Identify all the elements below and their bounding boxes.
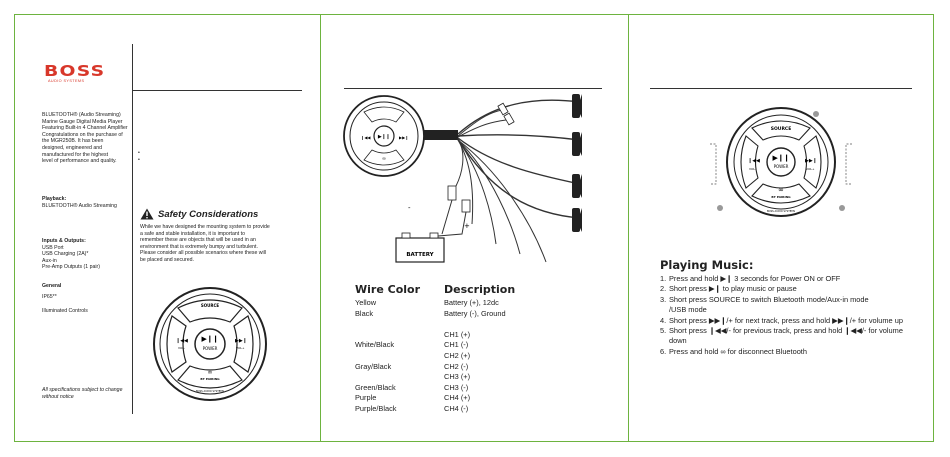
table-row: Gray/Black: [355, 361, 392, 371]
panel-divider-2: [628, 14, 629, 442]
table-cell: Battery (+), 12dc: [444, 298, 499, 307]
list-item: 3. Short press SOURCE to switch Bluetooth mode/Aux-in mode: [660, 294, 869, 304]
svg-text:▶❙❙: ▶❙❙: [201, 335, 219, 343]
left-column-rule: [132, 44, 133, 414]
wire-color-column: [355, 298, 441, 415]
svg-text:VOL-: VOL-: [749, 167, 757, 171]
wiring-diagram: [342, 94, 604, 266]
general-section: General: [42, 283, 62, 289]
panel-divider-1: [320, 14, 321, 442]
svg-text:SOURCE: SOURCE: [200, 303, 220, 308]
right-top-rule: [650, 88, 912, 89]
description-column: [444, 298, 564, 415]
svg-text:SOURCE: SOURCE: [770, 127, 792, 132]
svg-text:∞: ∞: [207, 369, 213, 376]
description-header: Description: [444, 283, 516, 296]
svg-text:BT PAIRING: BT PAIRING: [771, 195, 791, 199]
playing-music-title: Playing Music:: [660, 258, 754, 272]
svg-text:▶▶❙: ▶▶❙: [235, 338, 247, 344]
footnote: All specifications subject to change without notice: [42, 387, 123, 400]
list-item: 2. Short press ▶❙ to play music or pause: [660, 284, 797, 294]
list-item: 1. Press and hold ▶❙ 3 seconds for Power ON or OFF: [660, 274, 841, 283]
table-cell: CH4 (+): [444, 393, 471, 403]
table-cell: CH2 (+): [444, 350, 471, 360]
table-cell: CH2 (-): [444, 361, 469, 371]
svg-text:∞: ∞: [381, 156, 387, 162]
table-row: Black: [355, 308, 374, 318]
list-item: 4. Short press ▶▶❙/+ for next track, press and hold ▶▶❙/+ for volume up: [660, 315, 903, 325]
general-item-illuminated: Illuminated Controls: [42, 308, 88, 314]
boss-logo: BOSS AUDIO SYSTEMS: [44, 62, 106, 83]
svg-text:BATTERY: BATTERY: [406, 252, 434, 258]
playback-section: Playback: BLUETOOTH® Audio Streaming: [42, 196, 117, 209]
svg-text:VOL-: VOL-: [178, 346, 186, 350]
svg-text:❙◀◀: ❙◀◀: [748, 158, 760, 164]
svg-text:▶▶❙: ▶▶❙: [399, 135, 409, 140]
table-row: Green/Black: [355, 382, 396, 392]
svg-text:▶❙❙: ▶❙❙: [377, 134, 391, 140]
svg-text:POWER: POWER: [773, 164, 789, 169]
svg-text:-: -: [408, 204, 411, 212]
table-row: Purple/Black: [355, 403, 397, 413]
intro-text: BLUETOOTH® (Audio Streaming) Marine Gauge Digital Media Player Featuring Built-in 4 Channel Amplifier Congratulations on the purchase of the MGR250B. It has been designed, engineered and manufactured for the highest level of performance and quality.: [42, 112, 128, 165]
svg-text:VOL+: VOL+: [236, 346, 245, 350]
svg-text:+: +: [464, 222, 470, 230]
middle-top-rule: [344, 88, 602, 89]
svg-text:❙◀◀: ❙◀◀: [361, 135, 371, 140]
general-item-ip: IP65**: [42, 294, 57, 300]
table-cell: CH1 (-): [444, 340, 469, 350]
inputs-section: Inputs & Outputs: USB Port USB Charging (2A)* Aux-in Pre-Amp Outputs (1 pair): [42, 238, 100, 271]
playing-music-steps: 1. Press and hold ▶❙ 3 seconds for Power ON or OFF 2. Short press ▶❙ to play music or pause 3. Short press SOURCE to switch Bluetooth mode/Aux-in mode /USB mode 4. Short press ▶▶❙/+ for next track, press and hold ▶▶❙/+ for volume up 5. Short press ❙◀◀/- for previous track, press and hold ❙◀◀/- for volume down 6. Press and hold ∞ for disconnect Bluetooth: [660, 274, 920, 357]
list-item: 6. Press and hold ∞ for disconnect Bluetooth: [660, 346, 807, 356]
svg-text:BT PAIRING: BT PAIRING: [200, 377, 220, 381]
svg-text:BOSS AUDIO SYSTEMS: BOSS AUDIO SYSTEMS: [195, 390, 225, 393]
table-row: Purple: [355, 393, 377, 403]
safety-heading: Safety Considerations: [140, 208, 258, 220]
table-cell: CH3 (+): [444, 372, 471, 382]
svg-text:BOSS AUDIO SYSTEMS: BOSS AUDIO SYSTEMS: [766, 210, 796, 213]
remote-control-illustration: [150, 286, 270, 404]
left-top-rule: [132, 90, 302, 91]
svg-text:❙◀◀: ❙◀◀: [176, 338, 188, 344]
table-row: Yellow: [355, 298, 377, 307]
svg-text:VOL+: VOL+: [806, 167, 815, 171]
warning-icon: [140, 208, 154, 220]
table-cell: Battery (-), Ground: [444, 308, 506, 318]
svg-text:POWER: POWER: [202, 346, 218, 351]
remote-diagram-with-callouts: [706, 104, 856, 228]
table-cell: CH3 (-): [444, 382, 469, 392]
table-cell: CH4 (-): [444, 403, 469, 413]
table-cell: CH1 (+): [444, 329, 471, 339]
svg-text:▶❙❙: ▶❙❙: [772, 154, 790, 162]
bullet-dots: • •: [138, 150, 140, 163]
svg-text:∞: ∞: [778, 186, 784, 194]
table-row: White/Black: [355, 340, 395, 350]
svg-text:▶▶❙: ▶▶❙: [805, 158, 817, 164]
list-item: 5. Short press ❙◀◀/- for previous track, press and hold ❙◀◀/- for volume: [660, 326, 903, 336]
safety-body: While we have designed the mounting system to provide a safe and stable installation, it is important to remember these are objects that will be used in an environment that is extremely bumpy and turbulent. Please consider all possible scenarios where these will be placed and secured.: [140, 224, 270, 263]
wire-color-header: Wire Color: [355, 283, 421, 296]
